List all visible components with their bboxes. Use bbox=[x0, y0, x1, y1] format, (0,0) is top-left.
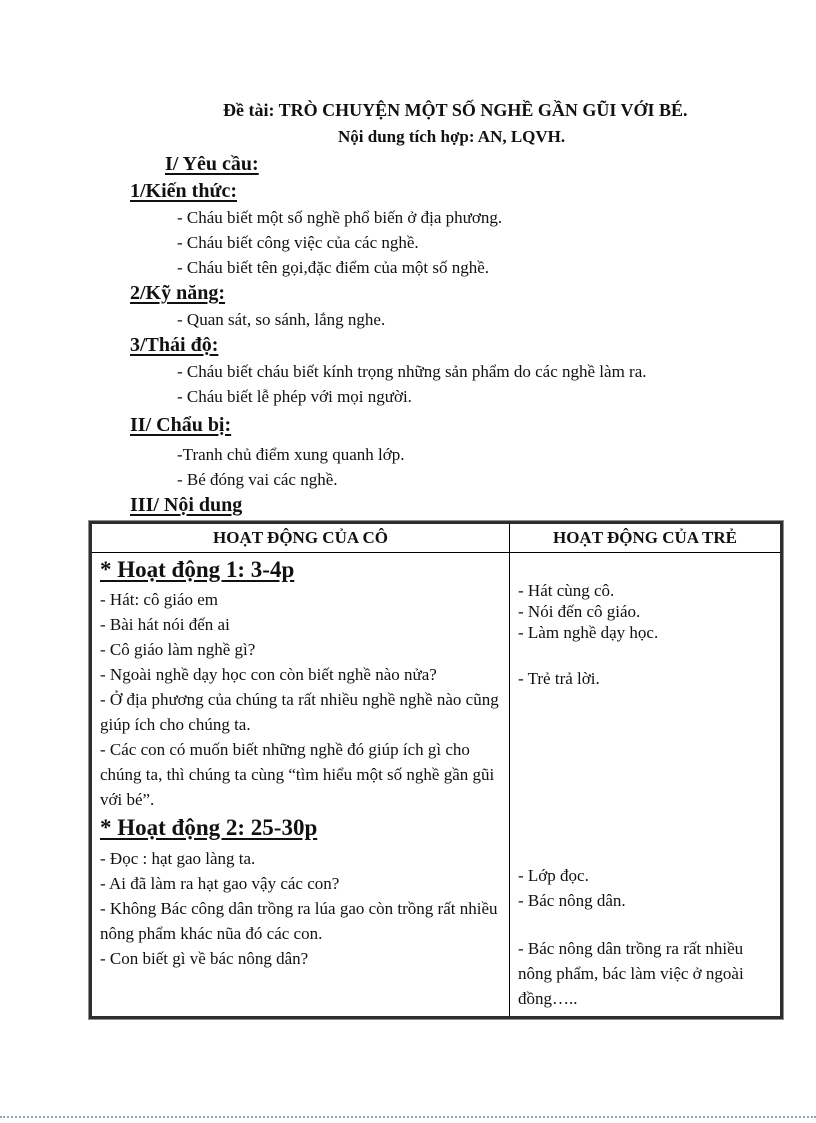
teacher-activities-cell bbox=[92, 553, 510, 1016]
children-response-group bbox=[518, 580, 774, 643]
table-line: - Không Bác công dân trồng ra lúa gao còn trồng rất nhiều nông phẩm khác nũa đó các con. bbox=[100, 899, 498, 943]
doc-title: Đề tài: TRÒ CHUYỆN MỘT SỐ NGHỀ GẦN GŨI VỚI BÉ. bbox=[223, 100, 688, 120]
page-bottom-dotted-line bbox=[0, 1116, 816, 1118]
section-heading-yeu-cau: I/ Yêu cầu: bbox=[165, 153, 259, 175]
section-heading-kien-thuc: 1/Kiến thức: bbox=[130, 180, 237, 202]
table-line: - Hát: cô giáo em bbox=[100, 590, 219, 609]
list-item: - Cháu biết lễ phép với mọi người. bbox=[177, 387, 412, 406]
activity1-lines bbox=[100, 587, 503, 812]
table-line: - Ai đã làm ra hạt gao vậy các con? bbox=[100, 874, 340, 893]
list-item: - Quan sát, so sánh, lắng nghe. bbox=[177, 310, 386, 329]
children-response-group bbox=[518, 666, 774, 691]
children-response-group bbox=[518, 936, 774, 1011]
table-header-teacher: HOẠT ĐỘNG CỦA CÔ bbox=[92, 524, 510, 552]
table-line: - Bác nông dân trồng ra rất nhiều nông phẩm, bác làm việc ở ngoài đồng….. bbox=[518, 939, 744, 1008]
activity1-heading: * Hoạt động 1: 3-4p bbox=[100, 557, 295, 582]
table-line: - Các con có muốn biết những nghề đó giúp ích gì cho chúng ta, thì chúng ta cùng “tìm hiểu một số nghề gần gũi với bé”. bbox=[100, 740, 495, 809]
table-line: - Bài hát nói đến ai bbox=[100, 615, 230, 634]
table-body-row bbox=[92, 553, 780, 1016]
table-line: - Ngoài nghề dạy học con còn biết nghề nào nửa? bbox=[100, 665, 437, 684]
list-item: -Tranh chủ điểm xung quanh lớp. bbox=[177, 445, 405, 464]
table-header-children: HOẠT ĐỘNG CỦA TRẺ bbox=[552, 528, 738, 547]
table-line: - Cô giáo làm nghề gì? bbox=[100, 640, 256, 659]
list-item: - Bé đóng vai các nghề. bbox=[177, 470, 338, 489]
children-activities-cell bbox=[510, 553, 780, 1016]
list-item: - Cháu biết công việc của các nghề. bbox=[177, 233, 419, 252]
table-line: - Đọc : hạt gao làng ta. bbox=[100, 849, 256, 868]
table-line: - Trẻ trả lời. bbox=[518, 669, 600, 688]
table-line: - Con biết gì về bác nông dân? bbox=[100, 949, 309, 968]
activity2-lines bbox=[100, 846, 503, 971]
table-line: - Làm nghề dạy học. bbox=[518, 623, 659, 642]
section-heading-chuan-bi: II/ Chẩu bị: bbox=[130, 414, 232, 436]
section-heading-ky-nang: 2/Kỹ năng: bbox=[130, 282, 226, 304]
activity2-heading: * Hoạt động 2: 25-30p bbox=[100, 815, 318, 840]
table-line: - Hát cùng cô. bbox=[518, 581, 615, 600]
doc-subtitle: Nội dung tích hợp: AN, LQVH. bbox=[338, 127, 566, 146]
table-line: - Ở địa phương của chúng ta rất nhiều nghề nghề nào cũng giúp ích cho chúng ta. bbox=[100, 690, 499, 734]
activities-table bbox=[89, 521, 783, 1019]
table-line: - Nói đến cô giáo. bbox=[518, 602, 641, 621]
section-heading-noi-dung: III/ Nội dung bbox=[130, 494, 243, 516]
table-header-row bbox=[92, 524, 780, 553]
table-line: - Lớp đọc. bbox=[518, 866, 589, 885]
table-line: - Bác nông dân. bbox=[518, 891, 626, 910]
section-heading-thai-do: 3/Thái độ: bbox=[130, 334, 219, 356]
list-item: - Cháu biết tên gọi,đặc điểm của một số nghề. bbox=[177, 258, 490, 277]
children-response-group bbox=[518, 863, 774, 913]
list-item: - Cháu biết cháu biết kính trọng những sản phẩm do các nghề làm ra. bbox=[177, 362, 647, 381]
list-item: - Cháu biết một số nghề phổ biến ở địa phương. bbox=[177, 208, 503, 227]
